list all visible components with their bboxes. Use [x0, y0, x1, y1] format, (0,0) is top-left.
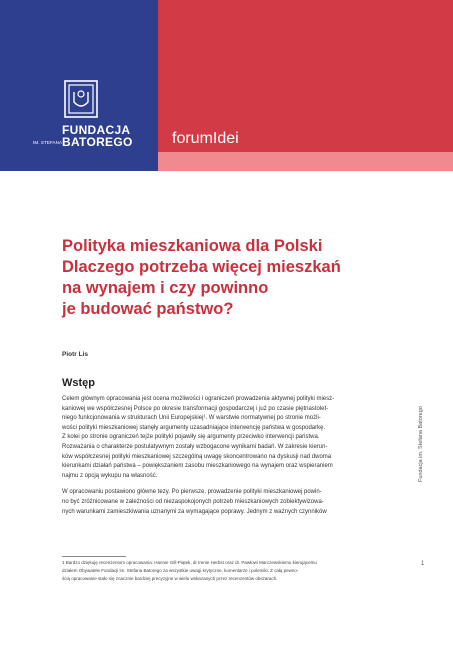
foundation-logo-icon — [64, 80, 98, 118]
text-line: najmu z opcją wykupu na własność. — [62, 472, 158, 479]
side-text: Fundacja im. Stefana Batorego — [418, 406, 424, 482]
title-line: Dlaczego potrzeba więcej mieszkań — [62, 258, 341, 276]
text-line: no być zróżnicowane w zależności od niezaspokojonych potrzeb mieszkaniowych zobiektywizowa- — [62, 498, 324, 505]
text-line: Z kolei po stronie ograniczeń tejże polityki pojawiły się argumenty przeciwko interwencji państwa. — [62, 434, 320, 441]
footnote-line: działem Obywatele Fundacji im. Stefana Batorego za wszystkie uwagi krytyczne, komentarze i polemiki. Z całą pewno- — [62, 568, 299, 573]
body-text — [62, 395, 387, 524]
title-line: Polityka mieszkaniowa dla Polski — [62, 237, 323, 255]
cover-header — [0, 0, 453, 171]
page-number: 1 — [421, 561, 425, 567]
text-line: Rozważania o charakterze postulatywnym zostały wzbogacone wynikami badań. W zakresie kierun- — [62, 443, 328, 450]
author-name: Piotr Lis — [62, 351, 89, 358]
text-line: nych warunkami zamieszkiwania uznanymi za wymagające poprawy. Jednym z ważnych czynników — [62, 508, 327, 515]
footnote-line: 1 Bardzo dziękuję recenzentom opracowania: Hannie Gill-Piątek, dr Irenie Herbst oraz dr. Pawłowi Marczewskiemu kierującemu — [62, 560, 317, 565]
title-line: na wynajem i czy powinno — [62, 279, 269, 297]
footnote — [62, 559, 387, 583]
footnote-line: ścią opracowanie stało się znacznie bardziej precyzyjne w wielu wskazanych przez recenzentów obszarach. — [62, 576, 278, 581]
text-line: ków współczesnej polityki mieszkaniowej szczególną uwagę skoncentrowano na dyskusji nad dwoma — [62, 453, 332, 460]
text-line: kaniowej we współczesnej Polsce po okresie transformacji gospodarczej i już po czasie piętnastolet- — [62, 405, 329, 412]
text-line: wości polityki mieszkaniowej stanęły argumenty uzasadniające interwencję państwa w gospodarkę. — [62, 424, 326, 431]
side-running-head — [418, 402, 428, 482]
text-line: kierunkami działań państwa – powiększaniem zasobu mieszkaniowego na wynajem oraz wspieraniem — [62, 463, 333, 470]
logo-text-fundacja: FUNDACJA — [62, 123, 131, 137]
series-name: forumIdei — [172, 130, 239, 147]
document-title — [62, 236, 402, 320]
text-line: Celem głównym opracowania jest ocena możliwości i ograniczeń prowadzenia aktywnej polityki miesz- — [62, 396, 335, 402]
header-pink-strip — [158, 152, 453, 171]
text-line: W opracowaniu postawiono główne tezy. Po pierwsze, prowadzenie polityki mieszkaniowej powin- — [62, 489, 322, 496]
text-line: niego funkcjonowania w strukturach Unii Europejskiej¹. W warstwie normatywnej po stronie możli- — [62, 415, 321, 422]
paragraph — [62, 395, 387, 481]
logo-text-batorego: BATOREGO — [62, 135, 133, 149]
paragraph — [62, 488, 387, 517]
footnote-divider — [62, 556, 126, 557]
section-heading: Wstęp — [62, 377, 95, 389]
logo-text-im-stefana: IM. STEFANA — [33, 140, 63, 145]
title-line: je budować państwo? — [62, 300, 234, 318]
